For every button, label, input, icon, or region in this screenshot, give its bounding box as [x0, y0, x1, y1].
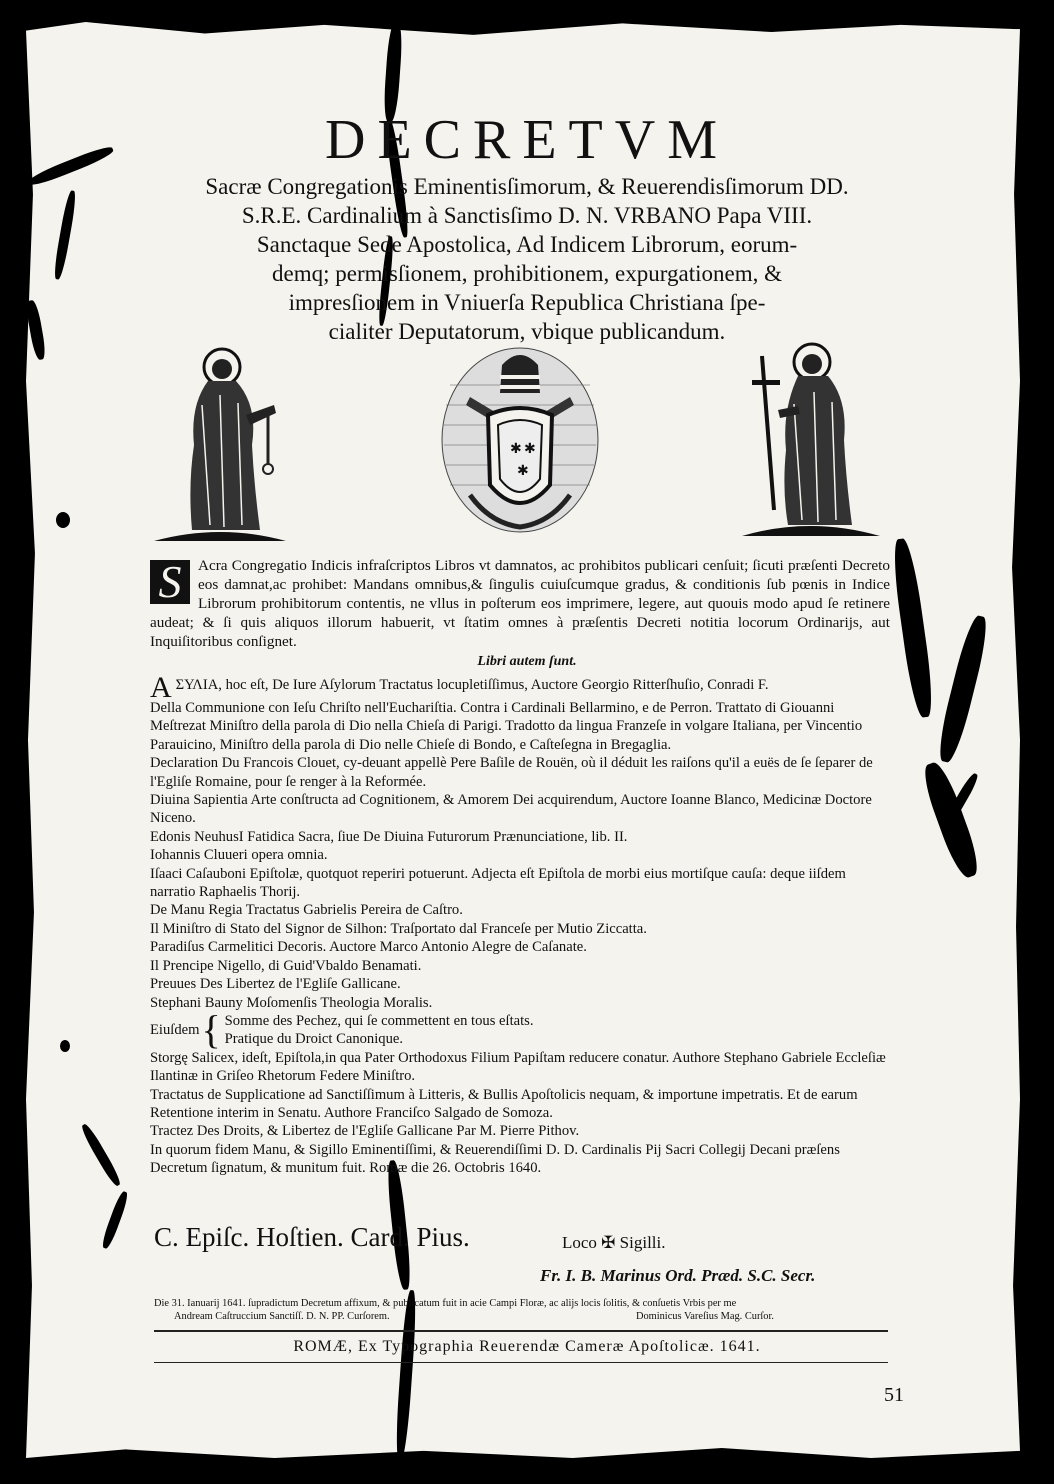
list-item	[150, 994, 890, 1012]
page-number: 51	[884, 1384, 904, 1406]
book-entry: Edonis NeuhusI Fatidica Sacra, ſiue De Diuina Futurorum Prænunciatione, lib. II.	[150, 828, 628, 845]
list-item	[150, 1049, 890, 1086]
saint-peter-woodcut	[150, 345, 290, 545]
svg-text:✱: ✱	[510, 441, 522, 457]
book-entry: Stephani Bauny Moſomenſis Theologia Moralis.	[150, 994, 433, 1011]
svg-text:✱: ✱	[524, 441, 536, 457]
book-entry: Della Communione con Ieſu Chriſto nell'Euchariſtia. Contra i Cardinali Bellarmino, e de Perron. Trattato di Giouanni Meſtrezat Miniſtro della parola di Dio nella Chieſa di Parigi. Tradotto da lingua Franzeſe in volgare Italiana, per Vincentio Parauicino, Miniſtro della parola di Dio nelle Chieſe di Bondo, e Caſteſegna in Bregaglia.	[150, 700, 863, 753]
list-item	[150, 901, 890, 919]
printer-imprint: ROMÆ, Ex Typographia Reuerendæ Cameræ Apoſtolicæ. 1641.	[293, 1338, 761, 1355]
book-entry: Somme des Pechez, qui ſe commettent en tous eſtats.	[224, 1012, 534, 1029]
book-entry: Declaration Du Francois Clouet, cy-deuant appellè Pere Baſile de Rouën, où il déduit les raiſons qu'il a euës de ſe ſeparer de l'Egliſe Romaine, pour ſe renger à la Reformée.	[150, 755, 873, 790]
book-entry: Paradiſus Carmelitici Decoris. Auctore Marco Antonio Alegre de Caſanate.	[150, 939, 587, 956]
eiusdem-group	[150, 1007, 890, 1053]
publication-note-cursors	[154, 1310, 894, 1323]
book-entry: Il Miniſtro di Stato del Signor de Silhon: Traſportato dal Franceſe per Mutio Ziccatta.	[150, 920, 647, 937]
decree-subtitle	[120, 172, 934, 346]
list-item	[150, 920, 890, 938]
eiusdem-label: Eiuſdem	[150, 1022, 200, 1039]
ornamental-initial: S	[150, 560, 190, 604]
pin-hole-left	[56, 512, 70, 528]
cursor-right: Dominicus Vareſius Mag. Curſor.	[635, 1311, 774, 1322]
decree-title: DECRETVM	[325, 109, 729, 171]
subtitle-line: impresſionem in Vniuerſa Republica Christiana ſpe-	[288, 290, 766, 315]
book-entry: Tractatus de Supplicatione ad Sanctiſſimum à Litteris, & Bullis Apoſtolicis nequam, & importune impetratis. Et de earum Retentione interim in Senatu. Authore Franciſco Salgado de Somoza.	[150, 1086, 858, 1121]
book-initial: Α	[150, 671, 172, 704]
list-item	[150, 791, 890, 828]
cardinal-signature: C. Epiſc. Hoſtien. Card. Pius.	[154, 1222, 470, 1252]
list-item	[150, 1141, 890, 1178]
subtitle-line: S.R.E. Cardinalium à Sanctisſimo D. N. VRBANO Papa VIII.	[241, 203, 813, 228]
subtitle-line: Sacræ Congregationis Eminentisſimorum, & Reuerendisſimorum DD.	[205, 174, 849, 199]
saint-paul-woodcut	[738, 340, 884, 540]
cursor-left: Andream Caſtruccium Sanctiſſ. D. N. PP. Curſorem.	[174, 1311, 390, 1322]
list-item	[150, 975, 890, 993]
list-item	[150, 846, 890, 864]
secretary-signature: Fr. I. B. Marinus Ord. Præd. S.C. Secr.	[540, 1266, 816, 1285]
prohibited-books-list	[150, 671, 890, 1178]
book-entry: Pratique du Droict Canonique.	[224, 1031, 403, 1048]
papal-coat-of-arms	[440, 345, 600, 535]
publication-note-line: Die 31. Ianuarij 1641. ſupradictum Decretum affixum, & publicatum fuit in acie Campi Floræ, ac alijs locis ſolitis, & conſuetis Vrbis per me	[154, 1298, 737, 1309]
attestation-text: In quorum fidem Manu, & Sigillo Eminentiſſimi, & Reuerendiſſimi D. D. Cardinalis Pij Sacri Collegij Decani præſens Decretum ſignatum, & munitum fuit. Romæ die 26. Octobris 1640.	[150, 1141, 840, 1177]
publication-note	[154, 1297, 894, 1323]
list-item	[150, 1122, 890, 1140]
book-entry: Diuina Sapientia Arte conſtructa ad Cognitionem, & Amorem Dei acquirendum, Auctore Ioanne Blanco, Medicinæ Doctore Niceno.	[150, 792, 872, 827]
svg-text:✱: ✱	[517, 463, 529, 479]
subtitle-line: cialiter Deputatorum, vbique publicandum.	[328, 319, 726, 344]
intro-text: Acra Congregatio Indicis infraſcriptos Libros vt damnatos, ac prohibitos publicari cenſuit; ſicuti præſenti Decreto eos damnat,ac prohibet: Mandans omnibus,& ſingulis cuiuſcumque gradus, & conditionis ſub pœnis in Indice Librorum prohibitorum contentis, ne vllus in poſterum eos imprimere, legere, aut quouis modo apud ſe retinere audeat; & ſi quis aliquos illorum habuerit, vt ſtatim omnes à præſentis Decreti notitia locorum Ordinarijs, aut Inquiſitoribus conſignet.	[150, 557, 890, 650]
list-item	[150, 938, 890, 956]
list-item	[150, 957, 890, 975]
list-item	[150, 699, 890, 754]
list-item	[150, 754, 890, 791]
book-entry: Iohannis Cluueri opera omnia.	[150, 847, 328, 864]
list-item	[150, 671, 890, 704]
subtitle-line: Sanctaque Sede Apostolica, Ad Indicem Librorum, eorum-	[256, 232, 798, 257]
book-entry: Tractez Des Droits, & Libertez de l'Egliſe Gallicane Par M. Pierre Pithov.	[150, 1123, 580, 1140]
eiusdem-items	[225, 1012, 534, 1049]
books-heading: Libri autem ſunt.	[477, 654, 577, 669]
book-entry: Iſaaci Caſauboni Epiſtolæ, quotquot reperiri potuerunt. Adjecta eſt Epiſtola de morbi eius mortiſque cauſa: deque iiſdem narratio Raphaelis Thorij.	[150, 865, 846, 901]
book-entry: De Manu Regia Tractatus Gabrielis Pereira de Caſtro.	[150, 902, 463, 919]
seal-location: Loco ✠ Sigilli.	[562, 1233, 666, 1252]
decree-intro-paragraph	[150, 556, 890, 651]
divider-rule	[154, 1362, 888, 1363]
book-entry: Storgę Salicex, ideſt, Epiſtola,in qua Pater Orthodoxus Filium Papiſtam reducere conatur. Authore Stephano Gabriele Eccleſiæ Ilantinæ in Griſeo Rhetorum Federe Miniſtro.	[150, 1049, 886, 1085]
brace-glyph: {	[201, 1007, 221, 1053]
list-item	[150, 828, 890, 846]
subtitle-line: demq; permisſionem, prohibitionem, expurgationem, &	[272, 261, 782, 286]
book-entry: Preuues Des Libertez de l'Egliſe Gallicane.	[150, 976, 401, 993]
pin-hole-left-lower	[60, 1040, 70, 1052]
book-entry: ΣΥΛΙΑ, hoc eſt, De Iure Aſylorum Tractatus locupletiſſimus, Auctore Georgio Ritterſhuſio, Conradi F.	[175, 677, 769, 693]
divider-rule	[154, 1330, 888, 1332]
list-item	[150, 865, 890, 902]
book-entry: Il Prencipe Nigello, di Guid'Vbaldo Benamati.	[150, 957, 422, 974]
list-item	[150, 1086, 890, 1123]
